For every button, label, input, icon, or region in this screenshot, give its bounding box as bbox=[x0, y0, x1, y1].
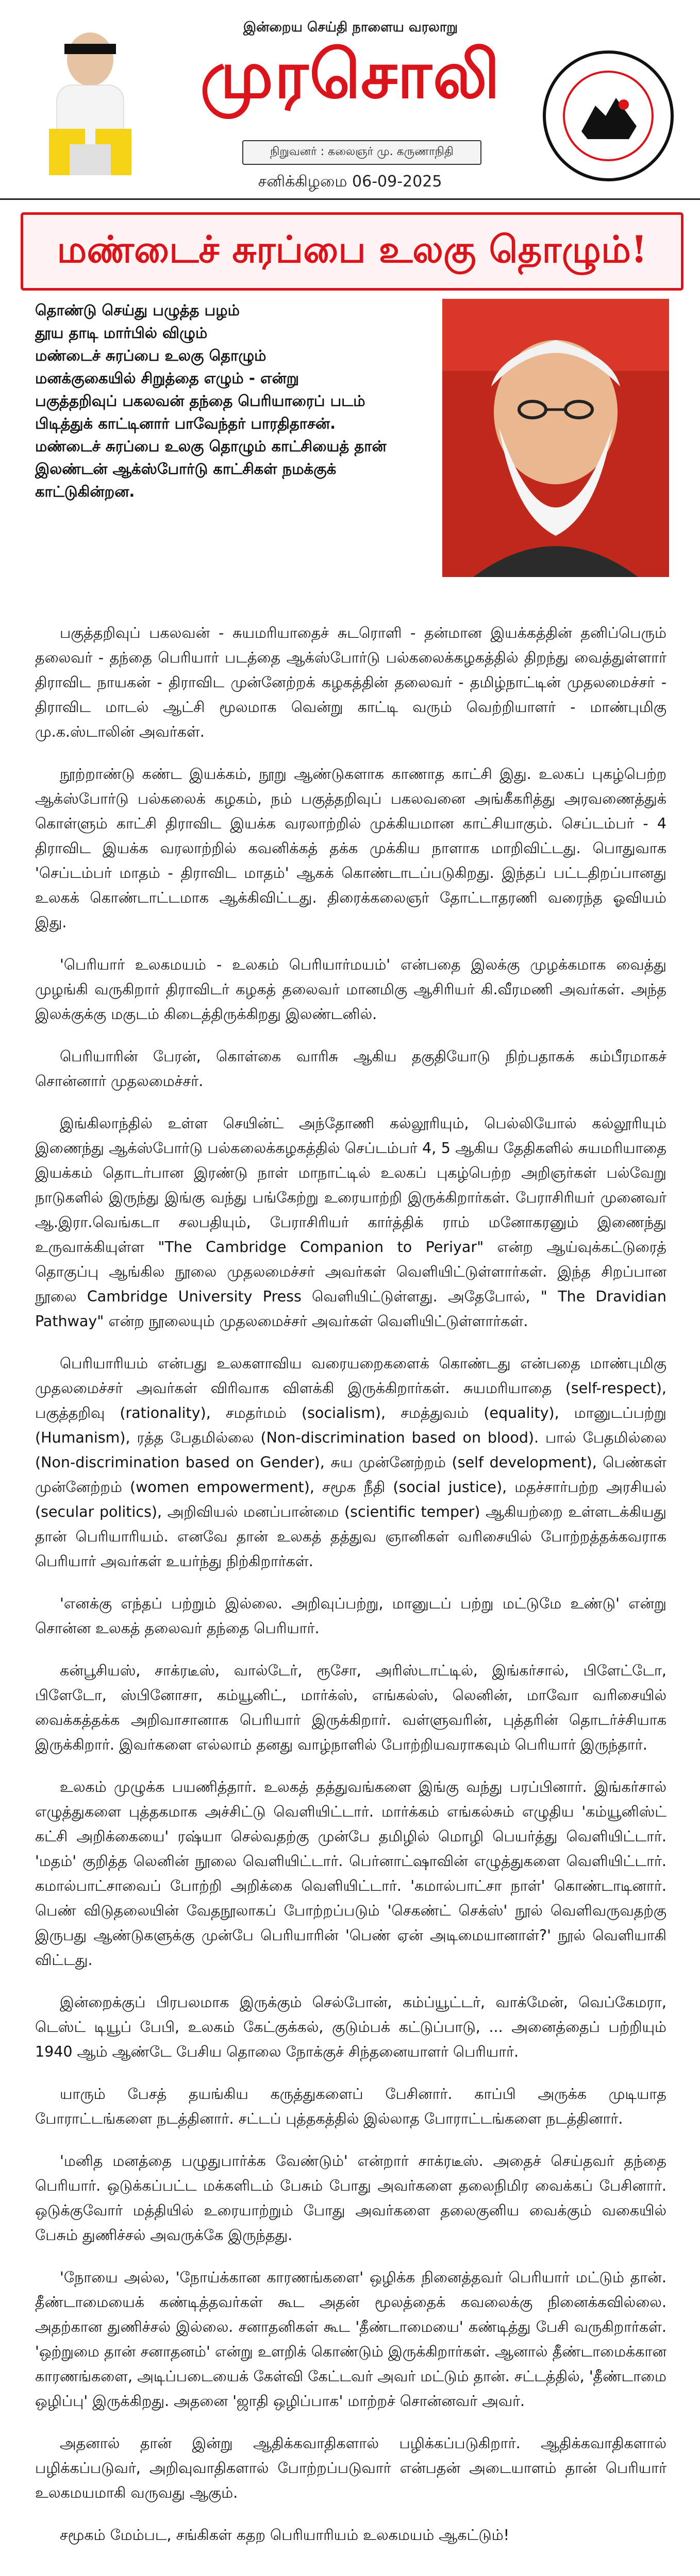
article-paragraph: பெரியாரின் பேரன், கொள்கை வாரிசு ஆகிய தகுதியோடு நிற்பதாகக் கம்பீரமாகச் சொன்னார் முதலமைச்சர். bbox=[35, 1048, 666, 1090]
article-paragraph: யாரும் பேசத் தயங்கிய கருத்துகளைப் பேசினார். காப்பி அருக்க முடியாத போராட்டங்களை நடத்தினார். சட்டப் புத்தகத்தில் இல்லாத போராட்டங்களை நடத்தினார். bbox=[35, 2086, 666, 2127]
intro-line: காட்டுகின்றன. bbox=[35, 483, 135, 500]
intro-line: இலண்டன் ஆக்ஸ்போர்டு காட்சிகள் நமக்குக் bbox=[35, 460, 337, 478]
intro-line: பிடித்துக் காட்டினார் பாவேந்தர் பாரதிதாசன். bbox=[35, 415, 336, 432]
article-paragraph: பெரியாரியம் என்பது உலகளாவிய வரையறைகளைக் கொண்டது என்பதை மாண்புமிகு முதலமைச்சர் அவர்கள் விரிவாக விளக்கி இருக்கிறார்கள். சுயமரியாதை (self-respect), பகுத்தறிவு (rationality), சமதர்மம் (socialism), சமத்துவம் (equality), மானுடப்பற்று (Humanism), ரத்த பேதமில்லை (Non-discrimination based on blood). பால் பேதமில்லை (Non-discrimination based on Gender), சுய முன்னேற்றம் (self development), பெண்கள் முன்னேற்றம் (women empowerment), சமூக நீதி (social justice), மதச்சார்பற்ற அரசியல் (secular politics), அறிவியல் மனப்பான்மை (scientific temper) ஆகியற்றை உள்ளடக்கியது தான் பெரியாரியம். எனவே தான் உலகத் தத்துவ ஞானிகள் வரிசையில் போற்றத்தக்கவராக பெரியார் அவர்கள் உயர்ந்து நிற்கிறார்கள். bbox=[35, 1355, 666, 1570]
party-emblem bbox=[541, 49, 675, 183]
article-paragraph: நூற்றாண்டு கண்ட இயக்கம், நூறு ஆண்டுகளாக காணாத காட்சி இது. உலகப் புகழ்பெற்ற ஆக்ஸ்போர்டு பல்கலைக் கழகம், நம் பகுத்தறிவுப் பகலவனை அங்கீகரித்து அரவணைத்துக் கொள்ளும் காட்சி திராவிட இயக்க வரலாற்றில் முக்கியமான காட்சியாகும். செப்டம்பர் - 4 திராவிட இயக்க வரலாற்றில் கவனிக்கத் தக்க முக்கிய நாளாக மாறிவிட்டது. பொதுவாக 'செப்டம்பர் மாதம் - திராவிட மாதம்' ஆகக் கொண்டாடப்படுகிறது. இந்தப் பட்டதிறப்பானது உலகக் கொண்டாட்டமாக ஆக்கிவிட்டது. திரைக்கலைஞர் தோட்டாதரணி வரைந்த ஓவியம் இது. bbox=[35, 766, 666, 931]
intro-verse bbox=[35, 299, 432, 503]
headline-banner bbox=[21, 212, 684, 291]
article-paragraph: 'எனக்கு எந்தப் பற்றும் இல்லை. அறிவுப்பற்று, மானுடப் பற்று மட்டுமே உண்டு' என்று சொன்ன உலகத் தலைவர் தந்தை பெரியார். bbox=[35, 1595, 666, 1637]
article-paragraph: இங்கிலாந்தில் உள்ள செயின்ட் அந்தோணி கல்லூரியும், பெல்லியோல் கல்லூரியும் இணைந்து ஆக்ஸ்போர்டு பல்கலைக்கழகத்தில் செப்டம்பர் 4, 5 ஆகிய தேதிகளில் சுயமரியாதை இயக்கம் தொடர்பான இரண்டு நாள் மாநாட்டில் உலகப் புகழ்பெற்ற அறிஞர்கள் பல்வேறு நாடுகளில் இருந்து இங்கு வந்து பங்கேற்று உரையாற்றி இருக்கிறார்கள். பேராசிரியர் முனைவர் ஆ.இரா.வெங்கடா சலபதியும், பேராசிரியர் கார்த்திக் ராம் மனோகரனும் இணைந்து உருவாக்கியுள்ள "The Cambridge Companion to Periyar" என்ற ஆய்வுக்கட்டுரைத் தொகுப்பு ஆங்கில நூலை முதலமைச்சர் அவர்கள் வெளியிட்டுள்ளார்கள். இந்த சிறப்பான நூலை Cambridge University Press வெளியிட்டுள்ளது. அதேபோல், " The Dravidian Pathway" என்ற நூலையும் முதலமைச்சர் அவர்கள் வெளியிட்டுள்ளார்கள். bbox=[35, 1115, 666, 1330]
masthead-divider bbox=[0, 198, 700, 200]
founder-label: நிறுவனர் : கலைஞர் மு. கருணாநிதி bbox=[242, 140, 481, 165]
article-paragraph: உலகம் முழுக்க பயணித்தார். உலகத் தத்துவங்களை இங்கு வந்து பரப்பினார். இங்கர்சால் எழுத்துகளை புத்தகமாக அச்சிட்டு வெளியிட்டார். மார்க்கம் எங்கல்சும் எழுதிய 'கம்யூனிஸ்ட் கட்சி அறிக்கையை' ரஷ்யா செல்வதற்கு முன்பே தமிழில் மொழி பெயர்த்து வெளியிட்டார். 'மதம்' குறித்த லெனின் நூலை வெளியிட்டார். பெர்னாட்ஷாவின் எழுத்துகளை வெளியிட்டார். கமால்பாட்சாவைப் போற்றி அறிக்கை வெளியிட்டார். 'கமால்பாட்சா நாள்' கொண்டாடினார். பெண் விடுதலையின் வேதநூலாகப் போற்றப்படும் 'செகண்ட் செக்ஸ்' நூல் வெளிவருவதற்கு இருபது ஆண்டுகளுக்கு முன்பே பெரியாரின் 'பெண் ஏன் அடிமையானாள்?' நூல் வெளியாகி விட்டது. bbox=[35, 1778, 666, 1969]
intro-line: தொண்டு செய்து பழுத்த பழம் bbox=[35, 301, 240, 319]
article-paragraph: சமூகம் மேம்பட, சங்கிகள் கதற பெரியாரியம் உலகமயம் ஆகட்டும்! bbox=[60, 2527, 510, 2544]
article-body bbox=[35, 621, 666, 2565]
founder-portrait bbox=[28, 23, 152, 183]
intro-line: தூய தாடி மார்பில் விழும் bbox=[35, 324, 208, 342]
tagline: இன்றைய செய்தி நாளைய வரலாறு bbox=[243, 20, 458, 35]
article-paragraph: 'நோயை அல்ல, 'நோய்க்கான காரணங்களை' ஒழிக்க நினைத்தவர் பெரியார் மட்டும் தான். தீண்டாமையைக் கண்டித்தவர்கள் கூட அதன் மூலத்தைக் கவலைக்கு நினைக்கவில்லை. அதற்கான துணிச்சல் இல்லை. சனாதனிகள் கூட 'தீண்டாமையை' கண்டித்து பேசி வருகிறார்கள். 'ஒற்றுமை தான் சனாதனம்' என்று உளறிக் கொண்டும் இருக்கிறார்கள். ஆனால் தீண்டாமைக்கான காரணங்களை, அடிப்படையைக் கேள்வி கேட்டவர் அவர் மட்டும் தான். சட்டத்தில், 'தீண்டாமை ஒழிப்பு' இருக்கிறது. அதனை 'ஜாதி ஒழிப்பாக' மாற்றச் சொன்னவர் அவர். bbox=[35, 2269, 666, 2410]
periyar-portrait bbox=[442, 299, 669, 577]
article-paragraph: 'பெரியார் உலகமயம் - உலகம் பெரியார்மயம்' என்பதை இலக்கு முழக்கமாக வைத்து முழங்கி வருகிறார் திராவிடர் கழகத் தலைவர் மானமிகு ஆசிரியர் கி.வீரமணி அவர்கள். அந்த இலக்குக்கு மகுடம் கிடைத்திருக்கிறது இலண்டனில். bbox=[35, 956, 666, 1023]
article-paragraph: இன்றைக்குப் பிரபலமாக இருக்கும் செல்போன், கம்ப்யூட்டர், வாக்மேன், வெப்கேமரா, டெஸ்ட் டியூப் பேபி, உலகம் கேட்குக்கல், குடும்பக் கட்டுப்பாடு, ... அனைத்தைப் பற்றியும் 1940 ஆம் ஆண்டே பேசிய தொலை நோக்குச் சிந்தனையாளர் பெரியார். bbox=[35, 1994, 666, 2060]
intro-line: மனக்குகையில் சிறுத்தை எழும் - என்று bbox=[35, 369, 299, 387]
article-paragraph: 'மனித மனத்தை பழுதுபார்க்க வேண்டும்' என்றார் சாக்ரடீஸ். அதைச் செய்தவர் தந்தை பெரியார். ஒடுக்கப்பட்ட மக்களிடம் பேசும் போது அவர்களை தலைநிமிர வைக்கப் பேசினார். ஒடுக்குவோர் மத்தியில் உரையாற்றும் போது அவர்களை தலைகுனிய வைக்கும் வகையில் பேசும் துணிச்சல் அவருக்கே இருந்தது. bbox=[35, 2153, 666, 2244]
article-paragraph: கன்பூசியஸ், சாக்ரடீஸ், வால்டேர், ரூசோ, அரிஸ்டாட்டில், இங்கர்சால், பிளேட்டோ, பிளேடோ, ஸ்பினோசா, கம்யூனிட், மார்க்ஸ், எங்கல்ஸ், லெனின், மாவோ வரிசையில் வைக்கத்தக்க அறிவாசானாக பெரியார் இருக்கிறார். வள்ளுவரின், புத்தரின் தொடர்ச்சியாக இருக்கிறார். இவர்களை எல்லாம் தனது வாழ்நாளில் போற்றியவராகவும் பெரியார் இருந்தார். bbox=[35, 1662, 666, 1753]
intro-line: மண்டைச் சுரப்பை உலகு தொழும் bbox=[35, 347, 266, 364]
masthead bbox=[0, 0, 700, 196]
article-paragraph: அதனால் தான் இன்று ஆதிக்கவாதிகளால் பழிக்கப்படுகிறார். ஆதிக்கவாதிகளால் பழிக்கப்படுவர், அறிவுவாதிகளால் போற்றப்படுவார் என்பதன் அடையாளம் தான் பெரியார் உலகமயமாகி வருவது ஆகும். bbox=[35, 2435, 666, 2501]
intro-line: மண்டைச் சுரப்பை உலகு தொழும் காட்சியைத் தான் bbox=[35, 437, 387, 455]
article-paragraph: பகுத்தறிவுப் பகலவன் - சுயமரியாதைச் சுடரொளி - தன்மான இயக்கத்தின் தனிப்பெரும் தலைவர் - தந்தை பெரியார் படத்தை ஆக்ஸ்போர்டு பல்கலைக்கழகத்தில் திறந்து வைத்துள்ளார் திராவிட நாயகன் - திராவிட முன்னேற்றக் கழகத்தின் தலைவர் - தமிழ்நாட்டின் முதலமைச்சர் - திராவிட மாடல் ஆட்சி மூலமாக வென்று காட்டி வரும் வெற்றியாளர் - மாண்புமிகு மு.க.ஸ்டாலின் அவர்கள். bbox=[35, 624, 666, 740]
edition-date: சனிக்கிழமை 06-09-2025 bbox=[258, 173, 442, 191]
article-headline: மண்டைச் சுரப்பை உலகு தொழும்! bbox=[57, 227, 647, 271]
intro-line: பகுத்தறிவுப் பகலவன் தந்தை பெரியாரைப் படம் bbox=[35, 392, 365, 410]
newspaper-logo: முரசொலி bbox=[200, 36, 501, 113]
